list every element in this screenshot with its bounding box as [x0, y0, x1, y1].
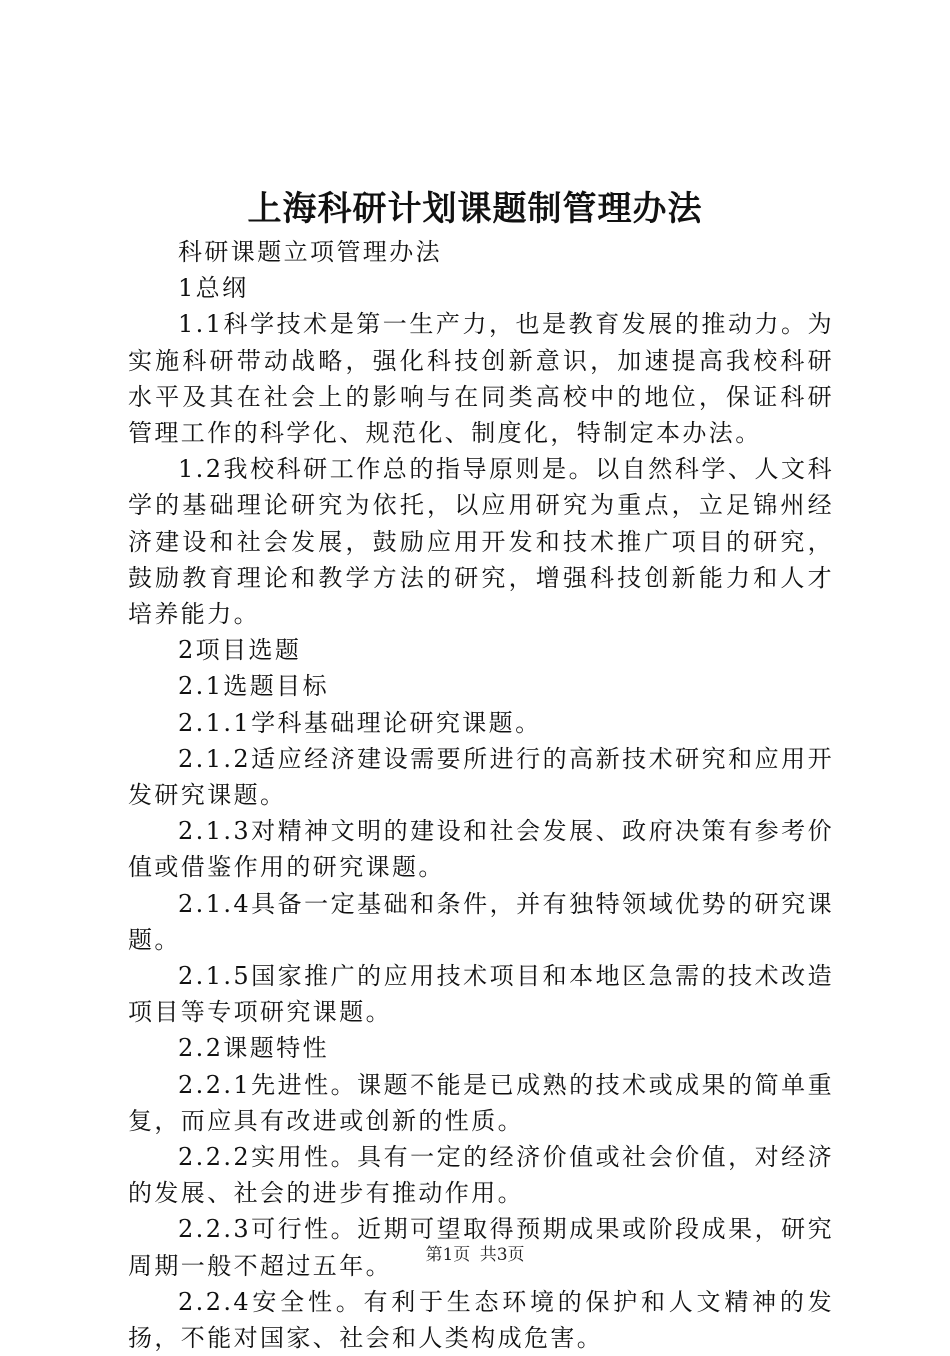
page-total: 共3页: [479, 1245, 525, 1265]
paragraph: 2.2.2实用性。具有一定的经济价值或社会价值，对经济的发展、社会的进步有推动作用。: [128, 1143, 834, 1208]
paragraph: 2.1.1学科基础理论研究课题。: [178, 708, 542, 737]
paragraph: 2.1选题目标: [178, 672, 329, 701]
paragraph: 1.2我校科研工作总的指导原则是。以自然科学、人文科学的基础理论研究为依托，以应用研究为重点，立足锦州经济建设和社会发展，鼓励应用开发和技术推广项目的研究，鼓励教育理论和教学方法的研究，增强科技创新能力和人才培养能力。: [128, 455, 834, 629]
paragraph: 2.1.3对精神文明的建设和社会发展、政府决策有参考价值或借鉴作用的研究课题。: [128, 817, 834, 882]
paragraph: 2.2.1先进性。课题不能是已成熟的技术或成果的简单重复，而应具有改进或创新的性质。: [128, 1070, 834, 1135]
paragraph: 2.1.2适应经济建设需要所进行的高新技术研究和应用开发研究课题。: [128, 744, 834, 810]
paragraph: 2.2课题特性: [178, 1034, 329, 1063]
paragraph: 2.1.5国家推广的应用技术项目和本地区急需的技术改造项目等专项研究课题。: [128, 962, 834, 1027]
document-title: 上海科研计划课题制管理办法: [247, 189, 703, 229]
paragraph: 2.2.4安全性。有利于生态环境的保护和人文精神的发扬，不能对国家、社会和人类构成危害。: [128, 1287, 834, 1353]
document-body: [128, 234, 834, 1356]
paragraph: 2.2.3可行性。近期可望取得预期成果或阶段成果，研究周期一般不超过五年。: [128, 1215, 834, 1280]
paragraph: 1总纲: [178, 274, 249, 303]
paragraph: 2项目选题: [178, 636, 302, 665]
paragraph: 2.1.4具备一定基础和条件，并有独特领域优势的研究课题。: [128, 889, 834, 954]
paragraph: 科研课题立项管理办法: [178, 238, 442, 266]
page-number: 第1页: [425, 1245, 471, 1265]
paragraph: 1.1科学技术是第一生产力，也是教育发展的推动力。为实施科研带动战略，强化科技创新意识，加速提高我校科研水平及其在社会上的影响与在同类高校中的地位，保证科研管理工作的科学化、规范化、制度化，特制定本办法。: [128, 310, 834, 448]
page-footer: [0, 1243, 950, 1267]
